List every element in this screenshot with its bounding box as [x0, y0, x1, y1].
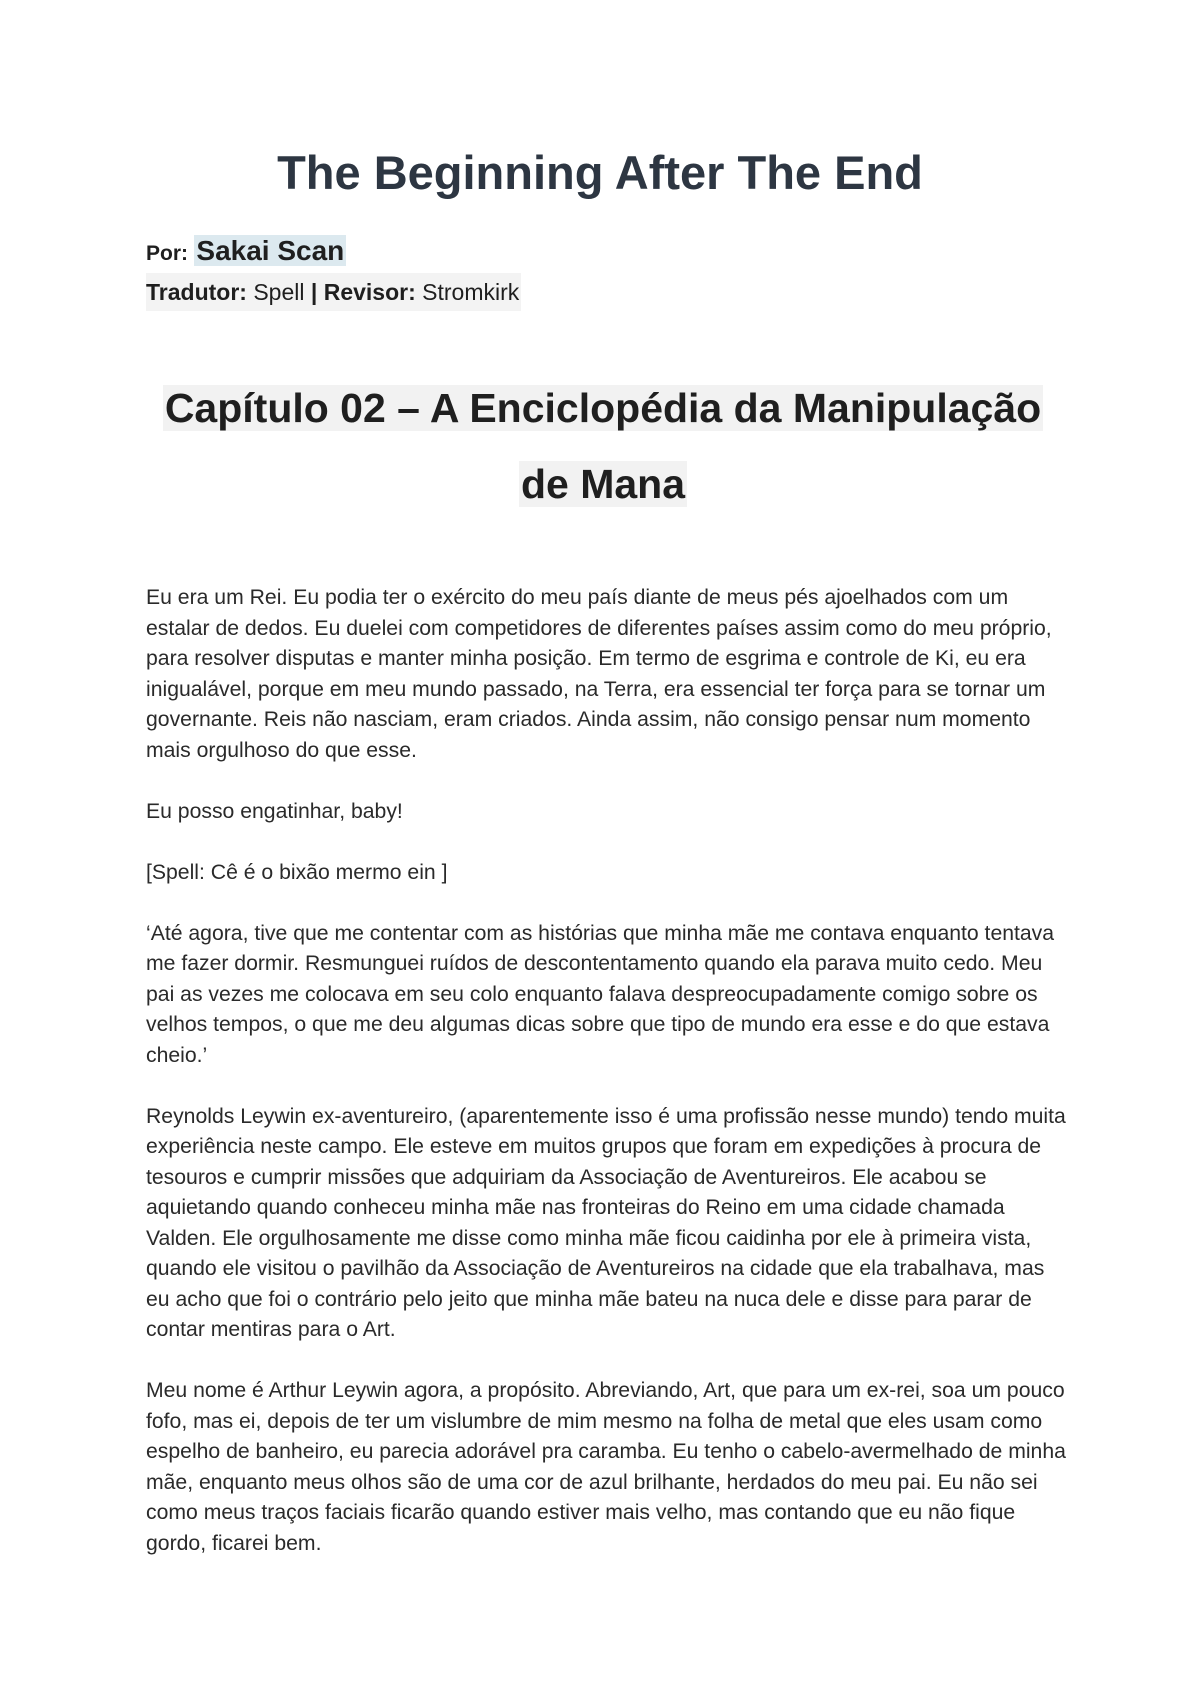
chapter-title-line-1: Capítulo 02 – A Enciclopédia da Manipulação	[164, 385, 1042, 431]
paragraph: ‘Até agora, tive que me contentar com as histórias que minha mãe me contava enquanto tentava me fazer dormir. Resmunguei ruídos de descontentamento quando ela parava muito cedo. Meu pai as vezes me colocava em seu colo enquanto falava despreocupadamente comigo sobre os velhos tempos, o que me deu algumas dicas sobre que tipo de mundo era esse e do que estava cheio.’	[146, 921, 1055, 1067]
by-label: Por:	[146, 242, 188, 265]
translator-label: Tradutor:	[146, 279, 247, 305]
credits	[146, 232, 521, 311]
reviewer-label: Revisor:	[323, 279, 416, 305]
reviewer-value: Stromkirk	[422, 279, 520, 305]
by-value: Sakai Scan	[196, 235, 345, 266]
paragraph: [Spell: Cê é o bixão mermo ein ]	[146, 860, 448, 884]
paragraph: Reynolds Leywin ex-aventureiro, (aparentemente isso é uma profissão nesse mundo) tendo muita experiência neste campo. Ele esteve em muitos grupos que foram em expedições à procura de tesouros e cumprir missões que adquiriam da Associação de Aventureiros. Ele acabou se aquietando quando conheceu minha mãe nas fronteiras do Reino em uma cidade chamada Valden. Ele orgulhosamente me disse como minha mãe ficou caidinha por ele à primeira vista, quando ele visitou o pavilhão da Associação de Aventureiros na cidade que ela trabalhava, mas eu acho que foi o contrário pelo jeito que minha mãe bateu na nuca dele e disse para parar de contar mentiras para o Art.	[146, 1104, 1066, 1341]
document-title: The Beginning After The End	[277, 146, 923, 199]
paragraph: Eu era um Rei. Eu podia ter o exército do meu país diante de meus pés ajoelhados com um estalar de dedos. Eu duelei com competidores de diferentes países assim como do meu próprio, para resolver disputas e manter minha posição. Em termo de esgrima e controle de Ki, eu era inigualável, porque em meu mundo passado, na Terra, era essencial ter força para se tornar um governante. Reis não nasciam, eram criados. Ainda assim, não consigo pensar num momento mais orgulhoso do que esse.	[146, 586, 1052, 762]
paragraph: Eu posso engatinhar, baby!	[146, 799, 403, 823]
translator-value: Spell	[253, 279, 305, 305]
credit-separator: |	[310, 279, 318, 305]
chapter-body	[146, 583, 1066, 1590]
credit-by-line	[146, 232, 521, 273]
chapter-title	[146, 370, 1060, 522]
chapter-title-line-2: de Mana	[520, 461, 686, 507]
credit-staff-line	[146, 273, 521, 311]
paragraph: Meu nome é Arthur Leywin agora, a propósito. Abreviando, Art, que para um ex-rei, soa um pouco fofo, mas ei, depois de ter um vislumbre de mim mesmo na folha de metal que eles usam como espelho de banheiro, eu parecia adorável pra caramba. Eu tenho o cabelo-avermelhado de minha mãe, enquanto meus olhos são de uma cor de azul brilhante, herdados do meu pai. Eu não sei como meus traços faciais ficarão quando estiver mais velho, mas contando que eu não fique gordo, ficarei bem.	[146, 1379, 1066, 1555]
